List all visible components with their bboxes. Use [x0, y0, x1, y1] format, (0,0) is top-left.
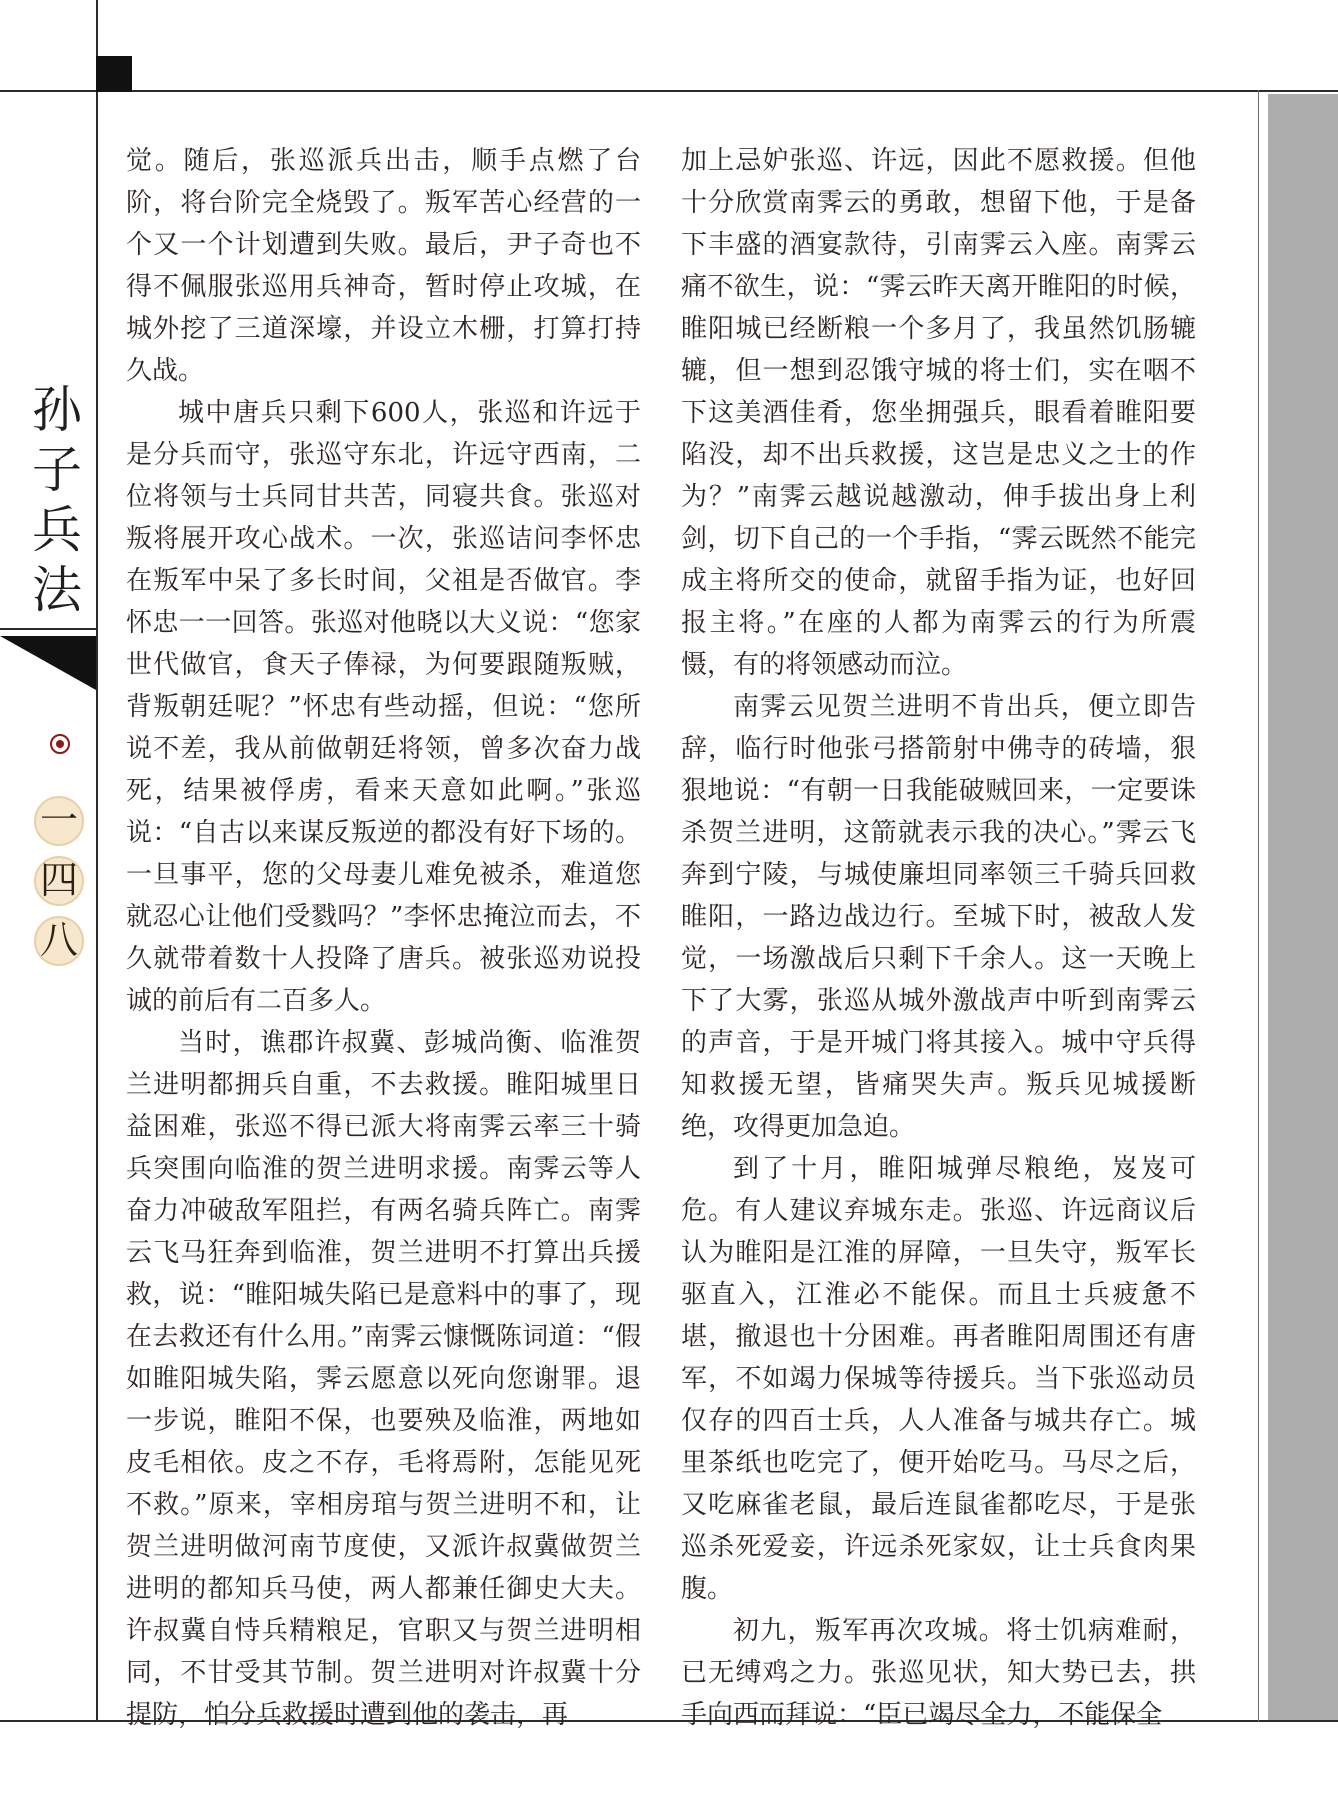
- right-text-column: [681, 140, 1196, 1736]
- book-title-char: 兵: [32, 501, 82, 559]
- paragraph: 南霁云见贺兰进明不肯出兵，便立即告辞，临行时他张弓搭箭射中佛寺的砖墙，狠狠地说：“有朝一日我能破贼回来，一定要诛杀贺兰进明，这箭就表示我的决心。”霁云飞奔到宁陵，与城使廉坦同率领三千骑兵回救睢阳，一路边战边行。至城下时，被敌人发觉，一场激战后只剩下千余人。这一天晚上下了大雾，张巡从城外激战声中听到南霁云的声音，于是开城门将其接入。城中守兵得知救援无望，皆痛哭失声。叛兵见城援断绝，攻得更加急迫。: [681, 692, 1196, 1142]
- paragraph: 加上忌妒张巡、许远，因此不愿救援。但他十分欣赏南霁云的勇敢，想留下他，于是备下丰盛的酒宴款待，引南霁云入座。南霁云痛不欲生，说：“霁云昨天离开睢阳的时候，睢阳城已经断粮一个多月了，我虽然饥肠辘辘，但一想到忍饿守城的将士们，实在咽不下这美酒佳肴，您坐拥强兵，眼看着睢阳要陷没，却不出兵救援，这岂是忠义之士的作为？”南霁云越说越激动，伸手拔出身上利剑，切下自己的一个手指，“霁云既然不能完成主将所交的使命，就留手指为证，也好回报主将。”在座的人都为南霁云的行为所震慑，有的将领感动而泣。: [681, 146, 1196, 680]
- right-margin-rule: [1258, 90, 1259, 1722]
- page-number-char: 一: [34, 796, 84, 846]
- page-number-char: 八: [34, 916, 84, 966]
- corner-square-ornament: [96, 56, 132, 92]
- black-wedge-ornament: [0, 636, 96, 690]
- left-text-column: [126, 140, 641, 1736]
- paragraph: 初九，叛军再次攻城。将士饥病难耐，已无缚鸡之力。张巡见状，知大势已去，拱手向西而拜说：“臣已竭尽全力，不能保全: [681, 1616, 1196, 1730]
- paragraph: 当时，谯郡许叔冀、彭城尚衡、临淮贺兰进明都拥兵自重，不去救援。睢阳城里日益困难，张巡不得已派大将南霁云率三十骑兵突围向临淮的贺兰进明求援。南霁云等人奋力冲破敌军阻拦，有两名骑兵阵亡。南霁云飞马狂奔到临淮，贺兰进明不打算出兵援救，说：“睢阳城失陷已是意料中的事了，现在去救还有什么用。”南霁云慷慨陈词道：“假如睢阳城失陷，霁云愿意以死向您谢罪。退一步说，睢阳不保，也要殃及临淮，两地如皮毛相依。皮之不存，毛将焉附，怎能见死不救。”原来，宰相房琯与贺兰进明不和，让贺兰进明做河南节度使，又派许叔冀做贺兰进明的都知兵马使，两人都兼任御史大夫。许叔冀自恃兵精粮足，官职又与贺兰进明相同，不甘受其节制。贺兰进明对许叔冀十分提防，怕分兵救援时遭到他的袭击，再: [126, 1028, 641, 1730]
- top-rule: [0, 90, 1338, 92]
- book-title: [20, 380, 94, 620]
- page-number: [34, 796, 90, 976]
- paragraph: 觉。随后，张巡派兵出击，顺手点燃了台阶，将台阶完全烧毁了。叛军苦心经营的一个又一个计划遭到失败。最后，尹子奇也不得不佩服张巡用兵神奇，暂时停止攻城，在城外挖了三道深壕，并设立木栅，打算打持久战。: [126, 146, 641, 386]
- red-circle-bullet-icon: [50, 734, 70, 754]
- book-title-char: 子: [32, 441, 82, 499]
- page-number-char: 四: [34, 856, 84, 906]
- paragraph: 到了十月，睢阳城弹尽粮绝，岌岌可危。有人建议弃城东走。张巡、许远商议后认为睢阳是江淮的屏障，一旦失守，叛军长驱直入，江淮必不能保。而且士兵疲惫不堪，撤退也十分困难。再者睢阳周围还有唐军，不如竭力保城等待援兵。当下张巡动员仅存的四百士兵，人人准备与城共存亡。城里茶纸也吃完了，便开始吃马。马尽之后，又吃麻雀老鼠，最后连鼠雀都吃尽，于是张巡杀死爱妾，许远杀死家奴，让士兵食肉果腹。: [681, 1154, 1196, 1604]
- left-margin-rule: [96, 0, 98, 1722]
- right-edge-gray-bar: [1268, 94, 1338, 1720]
- paragraph: 城中唐兵只剩下600人，张巡和许远于是分兵而守，张巡守东北，许远守西南，二位将领与士兵同甘共苦，同寝共食。张巡对叛将展开攻心战术。一次，张巡诘问李怀忠在叛军中呆了多长时间，父祖是否做官。李怀忠一一回答。张巡对他晓以大义说：“您家世代做官，食天子俸禄，为何要跟随叛贼，背叛朝廷呢？”怀忠有些动摇，但说：“您所说不差，我从前做朝廷将领，曾多次奋力战死，结果被俘虏，看来天意如此啊。”张巡说：“自古以来谋反叛逆的都没有好下场的。一旦事平，您的父母妻儿难免被杀，难道您就忍心让他们受戮吗？”李怀忠掩泣而去，不久就带着数十人投降了唐兵。被张巡劝说投诚的前后有二百多人。: [126, 398, 641, 1016]
- book-title-char: 孙: [32, 381, 82, 439]
- title-underline: [0, 628, 96, 630]
- book-title-char: 法: [32, 561, 82, 619]
